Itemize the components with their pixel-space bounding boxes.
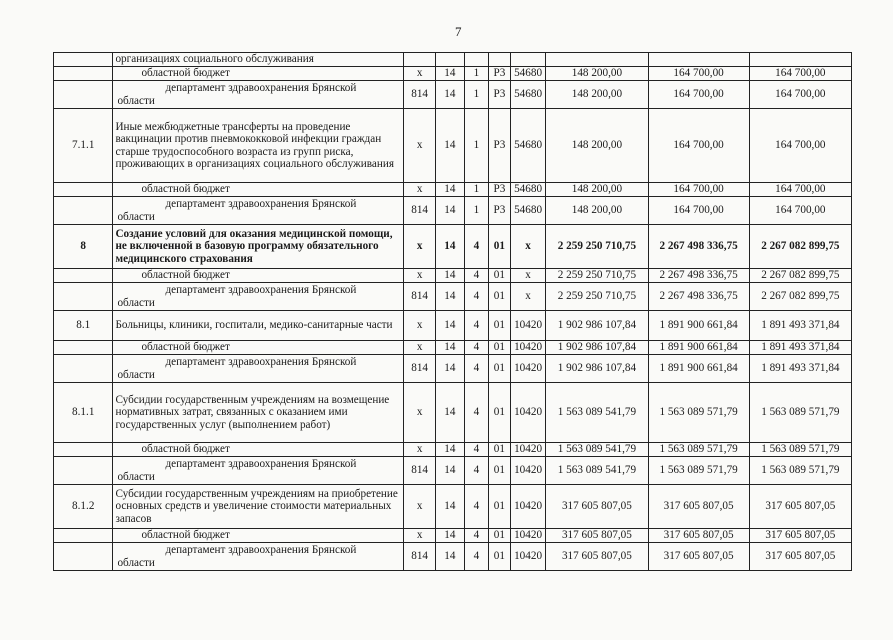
amount-year-2: 1 891 900 661,84 [648, 311, 749, 341]
amount-year-3: 1 563 089 571,79 [749, 443, 851, 457]
section-code: 14 [435, 269, 464, 283]
target-article-code [510, 53, 545, 67]
amount-year-3: 1 891 493 371,84 [749, 311, 851, 341]
amount-year-2: 317 605 807,05 [648, 529, 749, 543]
target-article-program: 01 [488, 225, 510, 269]
grbs-code: x [404, 383, 435, 443]
subsection-code: 4 [464, 443, 488, 457]
item-name [113, 283, 404, 311]
item-name-line-2: области [117, 94, 155, 107]
subsection-code: 4 [464, 311, 488, 341]
table-row [54, 53, 852, 67]
grbs-code: x [404, 225, 435, 269]
item-name [113, 197, 404, 225]
row-number [54, 283, 113, 311]
amount-year-1: 148 200,00 [546, 81, 648, 109]
row-number: 7.1.1 [54, 109, 113, 183]
target-article-program: P3 [488, 183, 510, 197]
table-row [54, 543, 852, 571]
target-article-code: 10420 [510, 457, 545, 485]
grbs-code: 814 [404, 355, 435, 383]
amount-year-2: 317 605 807,05 [648, 543, 749, 571]
target-article-program: P3 [488, 197, 510, 225]
amount-year-1: 1 563 089 541,79 [546, 383, 648, 443]
subsection-code: 4 [464, 383, 488, 443]
grbs-code: x [404, 67, 435, 81]
grbs-code: x [404, 529, 435, 543]
item-name [113, 543, 404, 571]
subsection-code: 4 [464, 457, 488, 485]
target-article-program: 01 [488, 457, 510, 485]
table-row [54, 457, 852, 485]
amount-year-3 [749, 53, 851, 67]
table-row [54, 225, 852, 269]
table-row [54, 269, 852, 283]
grbs-code: 814 [404, 543, 435, 571]
table-row [54, 81, 852, 109]
subsection-code: 1 [464, 81, 488, 109]
amount-year-1: 148 200,00 [546, 197, 648, 225]
item-name-line-1: департамент здравоохранения Брянской [165, 82, 357, 94]
row-number [54, 457, 113, 485]
grbs-code: 814 [404, 197, 435, 225]
target-article-code: 54680 [510, 109, 545, 183]
budget-table [53, 52, 852, 571]
amount-year-3: 317 605 807,05 [749, 543, 851, 571]
amount-year-3: 1 563 089 571,79 [749, 383, 851, 443]
amount-year-3: 2 267 082 899,75 [749, 225, 851, 269]
table-row [54, 529, 852, 543]
target-article-code: 10420 [510, 529, 545, 543]
grbs-code: 814 [404, 283, 435, 311]
section-code: 14 [435, 311, 464, 341]
amount-year-3: 2 267 082 899,75 [749, 283, 851, 311]
row-number: 8.1.1 [54, 383, 113, 443]
grbs-code: x [404, 485, 435, 529]
amount-year-3: 2 267 082 899,75 [749, 269, 851, 283]
page-number: 7 [455, 24, 462, 39]
grbs-code: x [404, 443, 435, 457]
section-code: 14 [435, 183, 464, 197]
item-name: областной бюджет [113, 183, 404, 197]
amount-year-2: 1 891 900 661,84 [648, 355, 749, 383]
section-code: 14 [435, 283, 464, 311]
target-article-code: 54680 [510, 197, 545, 225]
subsection-code: 4 [464, 225, 488, 269]
target-article-code: 10420 [510, 543, 545, 571]
target-article-program: 01 [488, 529, 510, 543]
item-name-line-2: области [117, 210, 155, 223]
target-article-code: 54680 [510, 67, 545, 81]
target-article-code: 10420 [510, 443, 545, 457]
row-number [54, 53, 113, 67]
target-article-program: P3 [488, 67, 510, 81]
amount-year-3: 1 891 493 371,84 [749, 355, 851, 383]
subsection-code: 1 [464, 67, 488, 81]
target-article-code: 10420 [510, 355, 545, 383]
target-article-program: 01 [488, 355, 510, 383]
table-row [54, 383, 852, 443]
grbs-code: x [404, 269, 435, 283]
grbs-code: 814 [404, 457, 435, 485]
item-name: организациях социального обслуживания [113, 53, 404, 67]
target-article-code: x [510, 283, 545, 311]
amount-year-2: 2 267 498 336,75 [648, 269, 749, 283]
item-name [113, 81, 404, 109]
amount-year-1: 1 902 986 107,84 [546, 341, 648, 355]
subsection-code: 4 [464, 529, 488, 543]
row-number [54, 183, 113, 197]
target-article-code: x [510, 225, 545, 269]
item-name: областной бюджет [113, 529, 404, 543]
item-name: областной бюджет [113, 67, 404, 81]
target-article-code: 10420 [510, 311, 545, 341]
amount-year-3: 164 700,00 [749, 81, 851, 109]
row-number [54, 355, 113, 383]
grbs-code: 814 [404, 81, 435, 109]
item-name [113, 457, 404, 485]
table-row [54, 341, 852, 355]
subsection-code: 4 [464, 341, 488, 355]
section-code: 14 [435, 197, 464, 225]
amount-year-1: 148 200,00 [546, 67, 648, 81]
target-article-program [488, 53, 510, 67]
table-row [54, 109, 852, 183]
item-name-line-1: департамент здравоохранения Брянской [165, 198, 357, 210]
subsection-code: 4 [464, 269, 488, 283]
amount-year-1 [546, 53, 648, 67]
table-row [54, 183, 852, 197]
amount-year-2: 317 605 807,05 [648, 485, 749, 529]
section-code: 14 [435, 383, 464, 443]
target-article-code: 54680 [510, 183, 545, 197]
amount-year-1: 2 259 250 710,75 [546, 269, 648, 283]
table-row [54, 283, 852, 311]
row-number [54, 341, 113, 355]
section-code: 14 [435, 355, 464, 383]
amount-year-1: 317 605 807,05 [546, 543, 648, 571]
amount-year-2: 1 563 089 571,79 [648, 457, 749, 485]
amount-year-1: 1 563 089 541,79 [546, 457, 648, 485]
row-number [54, 529, 113, 543]
subsection-code: 1 [464, 109, 488, 183]
grbs-code: x [404, 183, 435, 197]
amount-year-1: 2 259 250 710,75 [546, 225, 648, 269]
section-code: 14 [435, 225, 464, 269]
item-name: областной бюджет [113, 341, 404, 355]
grbs-code: x [404, 341, 435, 355]
amount-year-2: 164 700,00 [648, 109, 749, 183]
item-name: Больницы, клиники, госпитали, медико-санитарные части [113, 311, 404, 341]
item-name: Иные межбюджетные трансферты на проведение вакцинации против пневмококковой инфекции граждан старше трудоспособного возраста из групп риска, проживающих в организациях социального обслуживания [113, 109, 404, 183]
target-article-program: 01 [488, 311, 510, 341]
item-name-line-2: области [117, 556, 155, 569]
target-article-code: 10420 [510, 341, 545, 355]
row-number: 8.1 [54, 311, 113, 341]
row-number: 8 [54, 225, 113, 269]
amount-year-1: 148 200,00 [546, 109, 648, 183]
target-article-program: 01 [488, 269, 510, 283]
section-code: 14 [435, 443, 464, 457]
section-code: 14 [435, 341, 464, 355]
target-article-program: 01 [488, 341, 510, 355]
target-article-code: 54680 [510, 81, 545, 109]
section-code: 14 [435, 81, 464, 109]
item-name: областной бюджет [113, 269, 404, 283]
section-code: 14 [435, 543, 464, 571]
amount-year-2: 2 267 498 336,75 [648, 283, 749, 311]
row-number [54, 269, 113, 283]
amount-year-3: 317 605 807,05 [749, 485, 851, 529]
target-article-code: 10420 [510, 485, 545, 529]
section-code: 14 [435, 485, 464, 529]
amount-year-3: 164 700,00 [749, 183, 851, 197]
amount-year-1: 2 259 250 710,75 [546, 283, 648, 311]
amount-year-2: 164 700,00 [648, 197, 749, 225]
item-name [113, 355, 404, 383]
amount-year-3: 317 605 807,05 [749, 529, 851, 543]
section-code: 14 [435, 109, 464, 183]
budget-table-body [54, 53, 852, 571]
item-name: Создание условий для оказания медицинской помощи, не включенной в базовую программу обязательного медицинского страхования [113, 225, 404, 269]
subsection-code: 4 [464, 283, 488, 311]
subsection-code [464, 53, 488, 67]
subsection-code: 1 [464, 197, 488, 225]
subsection-code: 1 [464, 183, 488, 197]
item-name-line-1: департамент здравоохранения Брянской [165, 356, 357, 368]
grbs-code [404, 53, 435, 67]
item-name-line-1: департамент здравоохранения Брянской [165, 544, 357, 556]
subsection-code: 4 [464, 543, 488, 571]
item-name-line-1: департамент здравоохранения Брянской [165, 458, 357, 470]
row-number [54, 443, 113, 457]
amount-year-1: 317 605 807,05 [546, 485, 648, 529]
amount-year-2: 164 700,00 [648, 81, 749, 109]
section-code: 14 [435, 457, 464, 485]
target-article-program: 01 [488, 485, 510, 529]
amount-year-3: 164 700,00 [749, 109, 851, 183]
amount-year-3: 1 891 493 371,84 [749, 341, 851, 355]
item-name: областной бюджет [113, 443, 404, 457]
section-code: 14 [435, 67, 464, 81]
item-name: Субсидии государственным учреждениям на возмещение нормативных затрат, связанных с оказанием ими государственных услуг (выполнением работ) [113, 383, 404, 443]
grbs-code: x [404, 109, 435, 183]
amount-year-1: 317 605 807,05 [546, 529, 648, 543]
row-number [54, 81, 113, 109]
amount-year-2: 2 267 498 336,75 [648, 225, 749, 269]
row-number [54, 197, 113, 225]
table-row [54, 311, 852, 341]
amount-year-1: 1 902 986 107,84 [546, 355, 648, 383]
amount-year-2: 164 700,00 [648, 67, 749, 81]
amount-year-2 [648, 53, 749, 67]
item-name-line-2: области [117, 296, 155, 309]
table-row [54, 485, 852, 529]
section-code [435, 53, 464, 67]
target-article-program: 01 [488, 283, 510, 311]
target-article-program: P3 [488, 81, 510, 109]
amount-year-3: 1 563 089 571,79 [749, 457, 851, 485]
item-name: Субсидии государственным учреждениям на приобретение основных средств и увеличение стоимости материальных запасов [113, 485, 404, 529]
amount-year-2: 1 563 089 571,79 [648, 383, 749, 443]
table-row [54, 355, 852, 383]
amount-year-1: 1 902 986 107,84 [546, 311, 648, 341]
amount-year-1: 148 200,00 [546, 183, 648, 197]
table-row [54, 197, 852, 225]
table-row [54, 67, 852, 81]
subsection-code: 4 [464, 485, 488, 529]
row-number: 8.1.2 [54, 485, 113, 529]
item-name-line-1: департамент здравоохранения Брянской [165, 284, 357, 296]
amount-year-2: 164 700,00 [648, 183, 749, 197]
amount-year-2: 1 891 900 661,84 [648, 341, 749, 355]
target-article-program: P3 [488, 109, 510, 183]
grbs-code: x [404, 311, 435, 341]
amount-year-3: 164 700,00 [749, 197, 851, 225]
target-article-program: 01 [488, 383, 510, 443]
subsection-code: 4 [464, 355, 488, 383]
item-name-line-2: области [117, 368, 155, 381]
table-row [54, 443, 852, 457]
target-article-code: x [510, 269, 545, 283]
target-article-program: 01 [488, 543, 510, 571]
amount-year-1: 1 563 089 541,79 [546, 443, 648, 457]
amount-year-3: 164 700,00 [749, 67, 851, 81]
item-name-line-2: области [117, 470, 155, 483]
target-article-program: 01 [488, 443, 510, 457]
amount-year-2: 1 563 089 571,79 [648, 443, 749, 457]
row-number [54, 67, 113, 81]
target-article-code: 10420 [510, 383, 545, 443]
section-code: 14 [435, 529, 464, 543]
row-number [54, 543, 113, 571]
